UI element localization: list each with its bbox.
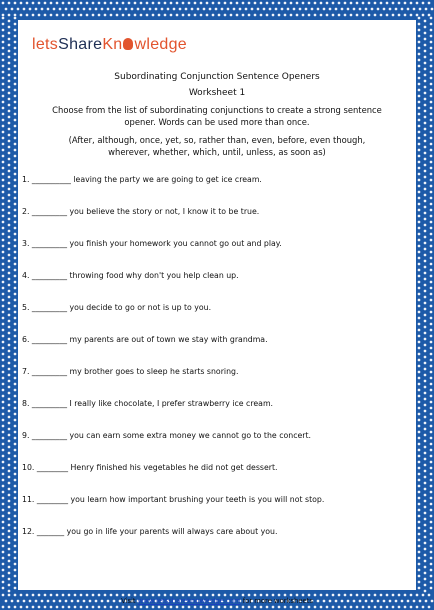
question-11: 11. ________ you learn how important brushing your teeth is you will not stop. — [22, 495, 325, 504]
question-12: 12. _______ you go in life your parents will always care about you. — [22, 527, 278, 536]
brain-icon — [123, 38, 133, 50]
footer — [18, 597, 416, 605]
question-7: 7. _________ my brother goes to sleep he starts snoring. — [22, 367, 239, 376]
question-2: 2. _________ you believe the story or not, I know it to be true. — [22, 207, 260, 216]
question-4: 4. _________ throwing food why don't you help clean up. — [22, 271, 239, 280]
conjunction-list: (After, although, once, yet, so, rather than, even, before, even though, wherever, whether, which, until, unless, as soon as) — [68, 135, 366, 157]
site-logo — [32, 36, 187, 54]
worksheet-content — [18, 20, 416, 605]
question-1: 1. __________ leaving the party we are going to get ice cream. — [22, 175, 262, 184]
question-9: 9. _________ you can earn some extra money we cannot go to the concert. — [22, 431, 312, 440]
logo-text-share: Share — [58, 36, 103, 53]
footer-prefix: Visit — [121, 597, 136, 605]
question-3: 3. _________ you finish your homework you cannot go out and play. — [22, 239, 282, 248]
logo-text-wledge: wledge — [134, 36, 187, 53]
question-5: 5. _________ you decide to go or not is up to you. — [22, 303, 212, 312]
worksheet-number: Worksheet 1 — [188, 88, 246, 98]
question-6: 6. _________ my parents are out of town we stay with grandma. — [22, 335, 268, 344]
question-8: 8. _________ I really like chocolate, I prefer strawberry ice cream. — [22, 399, 274, 408]
instructions: Choose from the list of subordinating conjunctions to create a strong sentence opener. Words can be used more than once. — [52, 105, 382, 127]
logo-text-lets: lets — [32, 36, 59, 53]
logo-text-kn: Kn — [102, 36, 123, 53]
footer-suffix: for more worksheets — [242, 597, 313, 605]
question-10: 10. ________ Henry finished his vegetables he did not get dessert. — [22, 463, 278, 472]
website-link[interactable]: www.letsshareknowledge.com — [137, 597, 241, 605]
worksheet-title: Subordinating Conjunction Sentence Openers — [114, 72, 320, 82]
